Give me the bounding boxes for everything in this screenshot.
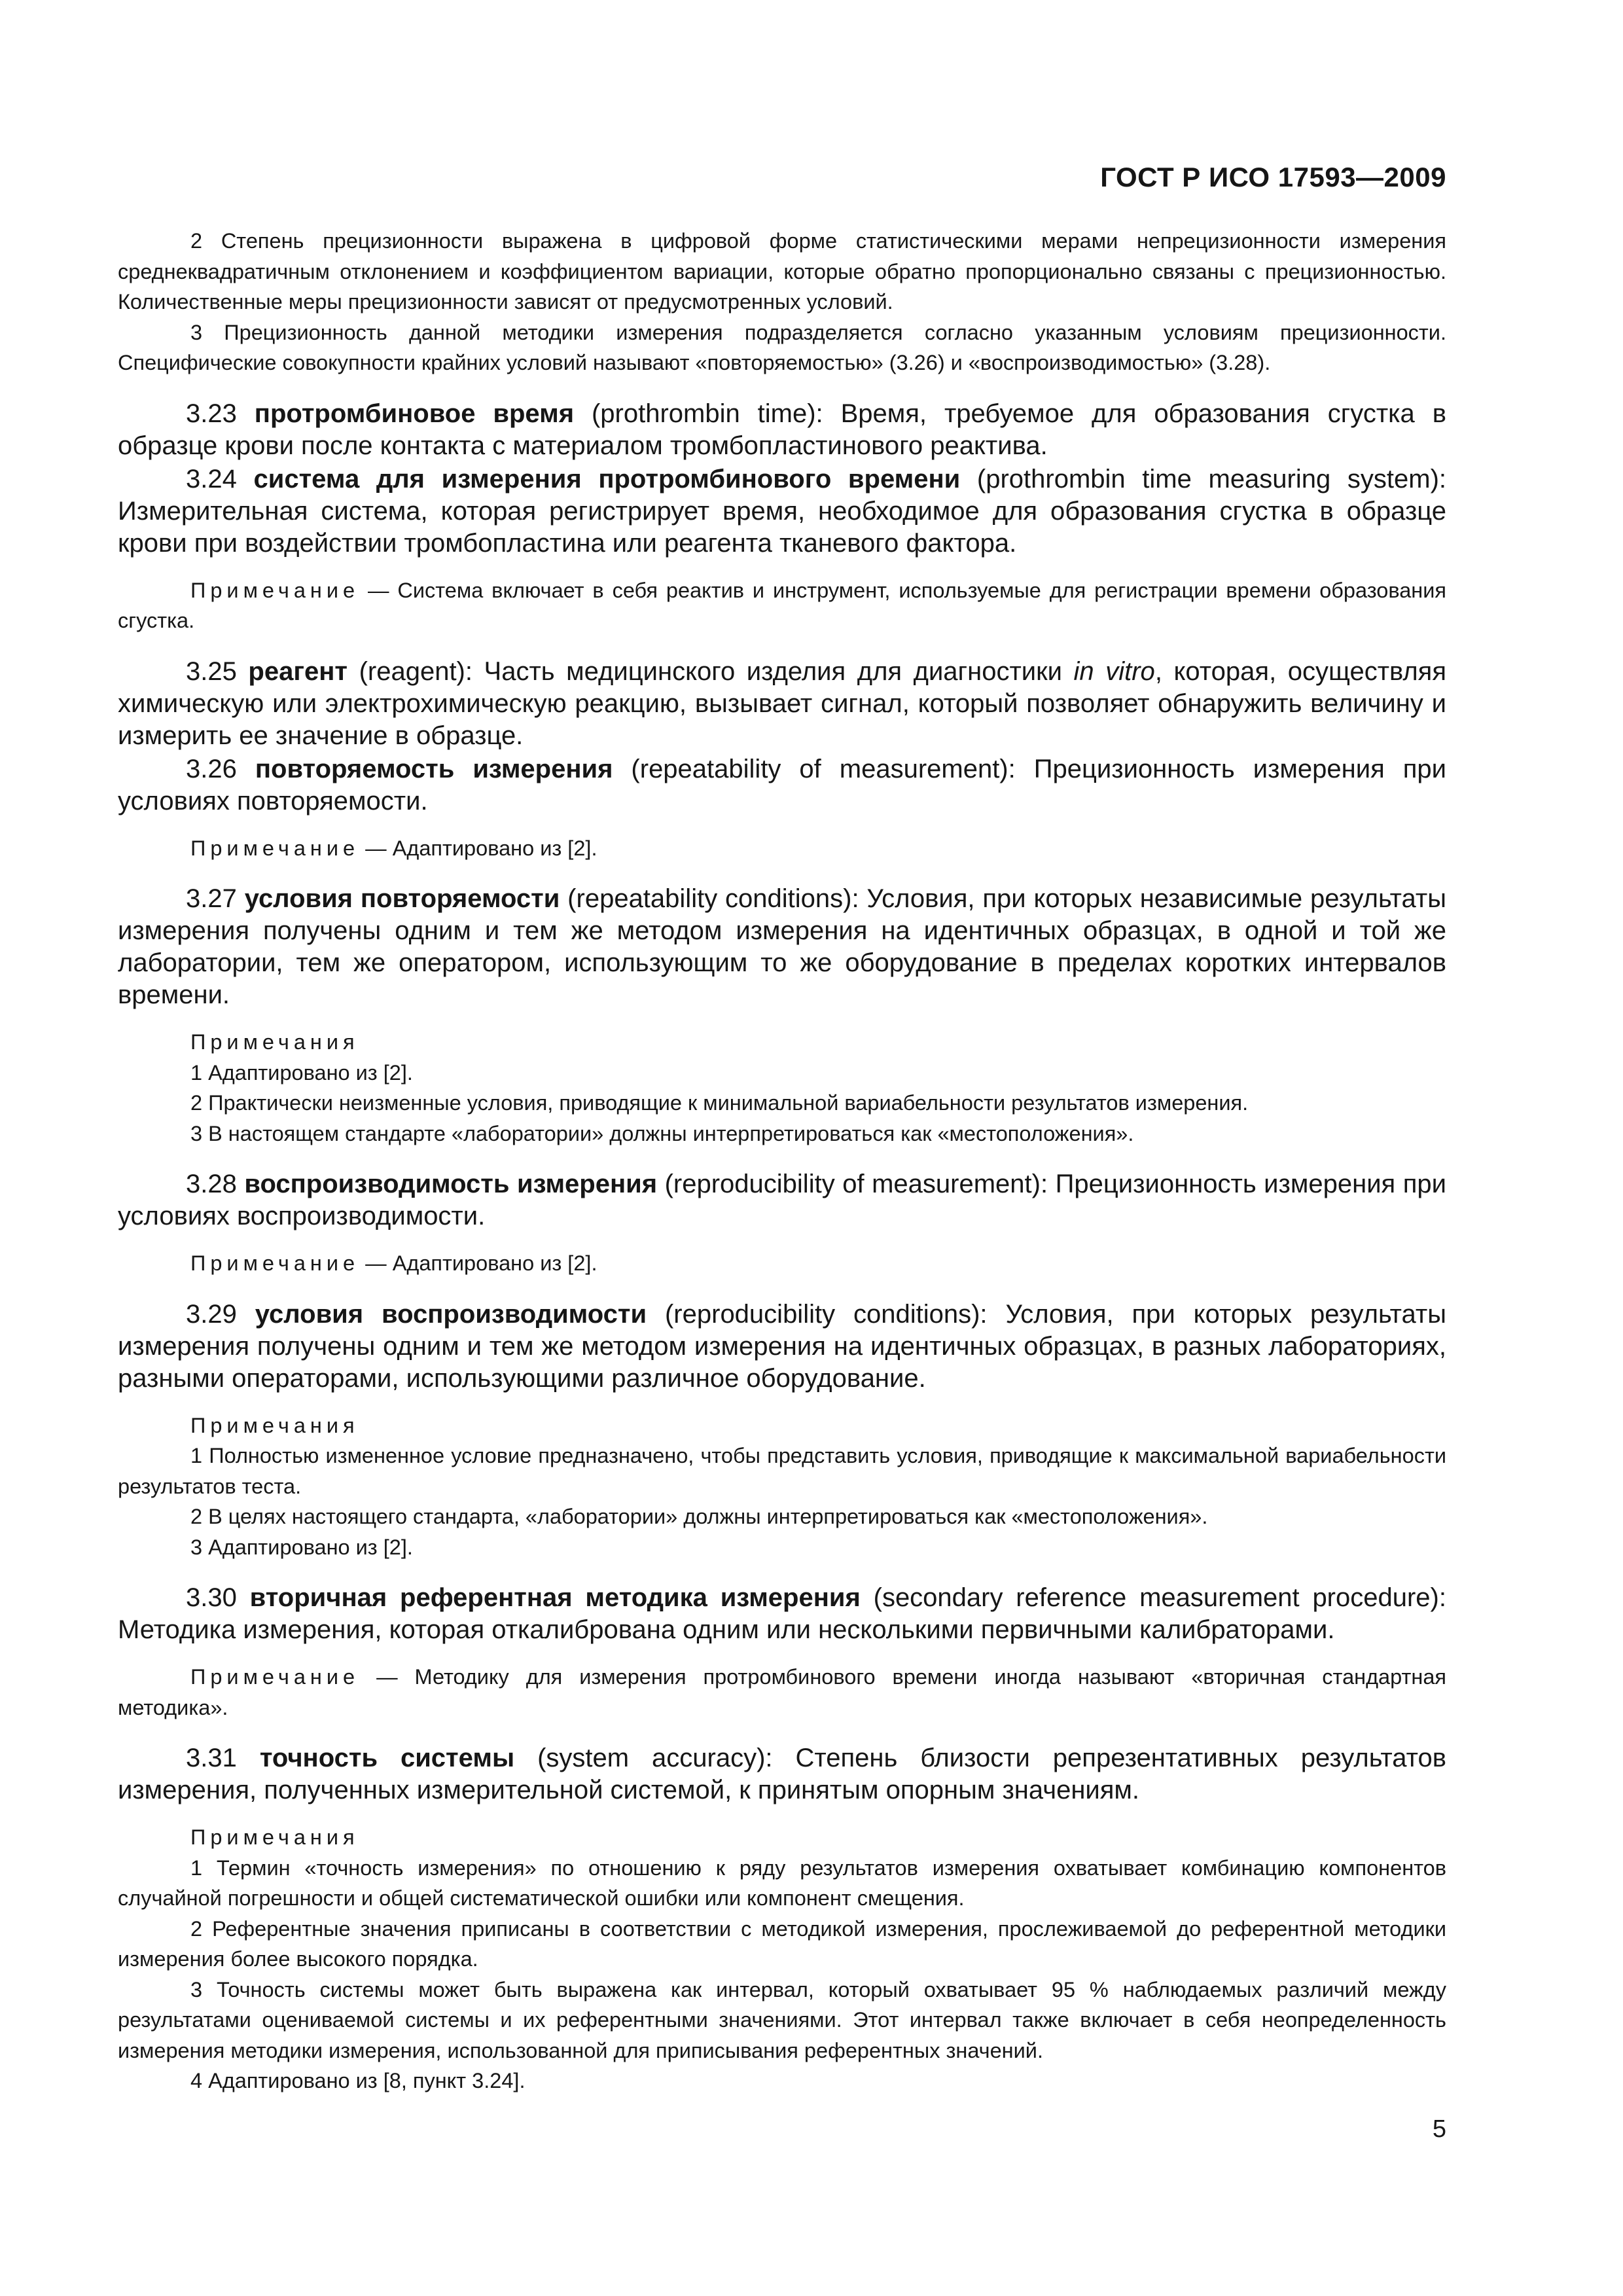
note-3-29-3: 3 Адаптировано из [2]. bbox=[190, 1535, 413, 1559]
notes-heading-3-27: Примечания bbox=[190, 1030, 359, 1054]
term-3-31: 3.31 точность системы (system accuracy): Степень близости репрезентативных результатов измерения, полученных измерительной системой, к принятым опорным значениям. bbox=[118, 1744, 1447, 1804]
note-3-26: Примечание — Адаптировано из [2]. bbox=[190, 836, 597, 860]
note-3-29-1: 1 Полностью измененное условие предназначено, чтобы представить условия, приводящие к максимальной вариабельности результатов теста. bbox=[118, 1444, 1446, 1498]
term-3-30: 3.30 вторичная референтная методика измерения (secondary reference measurement procedure): Методика измерения, которая откалибрована одним или несколькими первичными калибраторами. bbox=[118, 1583, 1446, 1644]
notes-heading-3-31: Примечания bbox=[190, 1825, 359, 1849]
document-page bbox=[118, 0, 1446, 2296]
note-3-30: Примечание — Методику для измерения протромбинового времени иногда называют «вторичная стандартная методика». bbox=[118, 1665, 1446, 1719]
note-3-29-2: 2 В целях настоящего стандарта, «лаборатории» должны интерпретироваться как «местоположения». bbox=[190, 1505, 1208, 1528]
term-3-26: 3.26 повторяемость измерения (repeatability of measurement): Прецизионность измерения при условиях повторяемости. bbox=[118, 754, 1446, 816]
notes-heading-3-29: Примечания bbox=[190, 1413, 359, 1437]
term-3-29: 3.29 условия воспроизводимости (reproducibility conditions): Условия, при которых результаты измерения получены одним и тем же методом измерения на идентичных образцах, в разных лабораториях, разными операторами, использующими различное оборудование. bbox=[118, 1299, 1446, 1393]
term-title: вторичная референтная методика измерения bbox=[249, 1583, 861, 1612]
term-3-25: 3.25 реагент (reagent): Часть медицинского изделия для диагностики in vitro, которая, осуществляя химическую или электрохимическую реакцию, вызывает сигнал, который позволяет обнаружить величину и измерить ее значение в образце. bbox=[118, 656, 1447, 750]
term-title: протромбиновое время bbox=[254, 399, 575, 428]
term-title: условия повторяемости bbox=[244, 884, 560, 913]
note-3-27-3: 3 В настоящем стандарте «лаборатории» должны интерпретироваться как «местоположения». bbox=[190, 1121, 1134, 1145]
note-3-24: Примечание — Система включает в себя реактив и инструмент, используемые для регистрации времени образования сгустка. bbox=[118, 578, 1446, 632]
term-3-28: 3.28 воспроизводимость измерения (reproducibility of measurement): Прецизионность измерения при условиях воспроизводимости. bbox=[118, 1170, 1446, 1230]
intro-note-3: 3 Прецизионность данной методики измерения подразделяется согласно указанным условиям прецизионности. Специфические совокупности крайних условий называют «повторяемостью» (3.26) и «воспроизводимостью» (3.28). bbox=[118, 320, 1446, 374]
term-title: повторяемость измерения bbox=[255, 754, 613, 783]
note-3-27-1: 1 Адаптировано из [2]. bbox=[190, 1060, 413, 1085]
note-3-31-2: 2 Референтные значения приписаны в соответствии с методикой измерения, прослеживаемой до референтной методики измерения более высокого порядка. bbox=[118, 1916, 1446, 1971]
intro-note-2: 2 Степень прецизионности выражена в цифровой форме статистическими мерами непрецизионности измерения среднеквадратичным отклонением и коэффициентом вариации, которые обратно пропорционально связаны с прецизионностью. Количественные меры прецизионности зависят от предусмотренных условий. bbox=[118, 229, 1446, 314]
term-title: воспроизводимость измерения bbox=[244, 1170, 658, 1198]
note-3-31-1: 1 Термин «точность измерения» по отношению к ряду результатов измерения охватывает комбинацию компонентов случайной погрешности и общей систематической ошибки или компонент смещения. bbox=[118, 1856, 1446, 1910]
term-title: условия воспроизводимости bbox=[255, 1299, 647, 1329]
term-title: точность системы bbox=[259, 1744, 515, 1772]
note-3-31-4: 4 Адаптировано из [8, пункт 3.24]. bbox=[190, 2069, 526, 2092]
term-3-23: 3.23 протромбиновое время (prothrombin time): Время, требуемое для образования сгустка в образце крови после контакта с материалом тромбопластинового реактива. bbox=[118, 399, 1446, 460]
term-title: реагент bbox=[248, 656, 348, 686]
note-3-31-3: 3 Точность системы может быть выражена как интервал, который охватывает 95 % наблюдаемых различий между результатами оцениваемой системы и их референтными значениями. Этот интервал также включает в себя неопределенность измерения методики измерения, использованной для приписывания референтных значений. bbox=[118, 1977, 1446, 2062]
document-id-header: ГОСТ Р ИСО 17593—2009 bbox=[1100, 162, 1446, 192]
note-3-27-2: 2 Практически неизменные условия, приводящие к минимальной вариабельности результатов измерения. bbox=[190, 1091, 1249, 1115]
term-3-27: 3.27 условия повторяемости (repeatability conditions): Условия, при которых независимые результаты измерения получены одним и тем же методом измерения на идентичных образцах, в одной и той же лаборатории, тем же оператором, использующим то же оборудование в пределах коротких интервалов времени. bbox=[118, 884, 1446, 1009]
term-title: система для измерения протромбинового времени bbox=[253, 464, 961, 493]
term-3-24: 3.24 система для измерения протромбинового времени (prothrombin time measuring system): Измерительная система, которая регистрирует время, необходимое для образования сгустка в образце крови при воздействии тромбопластина или реагента тканевого фактора. bbox=[118, 464, 1446, 558]
document-body bbox=[118, 226, 1446, 2096]
page-number: 5 bbox=[1432, 2115, 1446, 2143]
note-3-28: Примечание — Адаптировано из [2]. bbox=[190, 1251, 597, 1275]
